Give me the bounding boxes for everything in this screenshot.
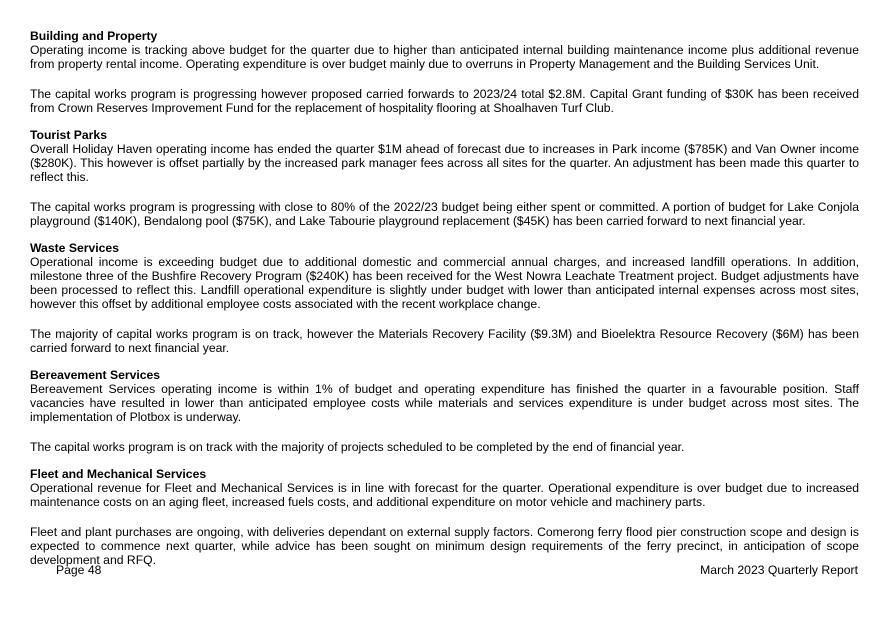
- paragraph: The capital works program is progressing however proposed carried forwards to 2023/24 total $2.8M. Capital Grant funding of $30K has been received from Crown Reserves Improvement Fund for the replacement of hospitality flooring at Shoalhaven Turf Club.: [30, 87, 859, 115]
- paragraph: Operating income is tracking above budget for the quarter due to higher than anticipated internal building maintenance income plus additional revenue from property rental income. Operating expenditure is over budget mainly due to overruns in Property Management and the Building Services Unit.: [30, 43, 859, 71]
- section-heading: Fleet and Mechanical Services: [30, 467, 207, 481]
- section-heading: Waste Services: [30, 241, 119, 255]
- paragraph: Bereavement Services operating income is within 1% of budget and operating expenditure has finished the quarter in a favourable position. Staff vacancies have resulted in lower than anticipated employee costs while materials and services expenditure is under budget across most sites. The implementation of Plotbox is underway.: [30, 382, 859, 424]
- paragraph: The capital works program is progressing with close to 80% of the 2022/23 budget being either spent or committed. A portion of budget for Lake Conjola playground ($140K), Bendalong pool ($75K), and Lake Tabourie playground replacement ($45K) has been carried forward to next financial year.: [30, 200, 859, 228]
- section-bereavement-services: [30, 368, 859, 454]
- page-number: Page 48: [56, 563, 102, 577]
- paragraph: Overall Holiday Haven operating income has ended the quarter $1M ahead of forecast due to increases in Park income ($785K) and Van Owner income ($280K). This however is offset partially by the increased park manager fees across all sites for the quarter. An adjustment has been made this quarter to reflect this.: [30, 142, 859, 184]
- section-heading: Bereavement Services: [30, 368, 161, 382]
- section-heading: Tourist Parks: [30, 128, 107, 142]
- section-heading: Building and Property: [30, 29, 158, 43]
- report-title: March 2023 Quarterly Report: [700, 563, 858, 577]
- paragraph: Fleet and plant purchases are ongoing, with deliveries dependant on external supply factors. Comerong ferry flood pier construction scope and design is expected to commence next quarter, while advice has been sought on minimum design requirements of the ferry precinct, in anticipation of scope development and RFQ.: [30, 525, 859, 567]
- paragraph: The capital works program is on track with the majority of projects scheduled to be completed by the end of financial year.: [30, 440, 685, 454]
- paragraph: Operational revenue for Fleet and Mechanical Services is in line with forecast for the quarter. Operational expenditure is over budget due to increased maintenance costs on an aging fleet, increased fuels costs, and additional expenditure on motor vehicle and machinery parts.: [30, 481, 859, 509]
- section-tourist-parks: [30, 128, 859, 228]
- section-building-and-property: [30, 29, 859, 115]
- document-body: [30, 29, 859, 580]
- paragraph: Operational income is exceeding budget due to additional domestic and commercial annual charges, and increased landfill operations. In addition, milestone three of the Bushfire Recovery Program ($240K) has been received for the West Nowra Leachate Treatment project. Budget adjustments have been processed to reflect this. Landfill operational expenditure is slightly under budget with lower than anticipated internal expenses across most sites, however this offset by additional employee costs associated with the recent workplace change.: [30, 255, 859, 311]
- section-waste-services: [30, 241, 859, 355]
- paragraph: The majority of capital works program is on track, however the Materials Recovery Facility ($9.3M) and Bioelektra Resource Recovery ($6M) has been carried forward to next financial year.: [30, 327, 859, 355]
- section-fleet-and-mechanical-services: [30, 467, 859, 567]
